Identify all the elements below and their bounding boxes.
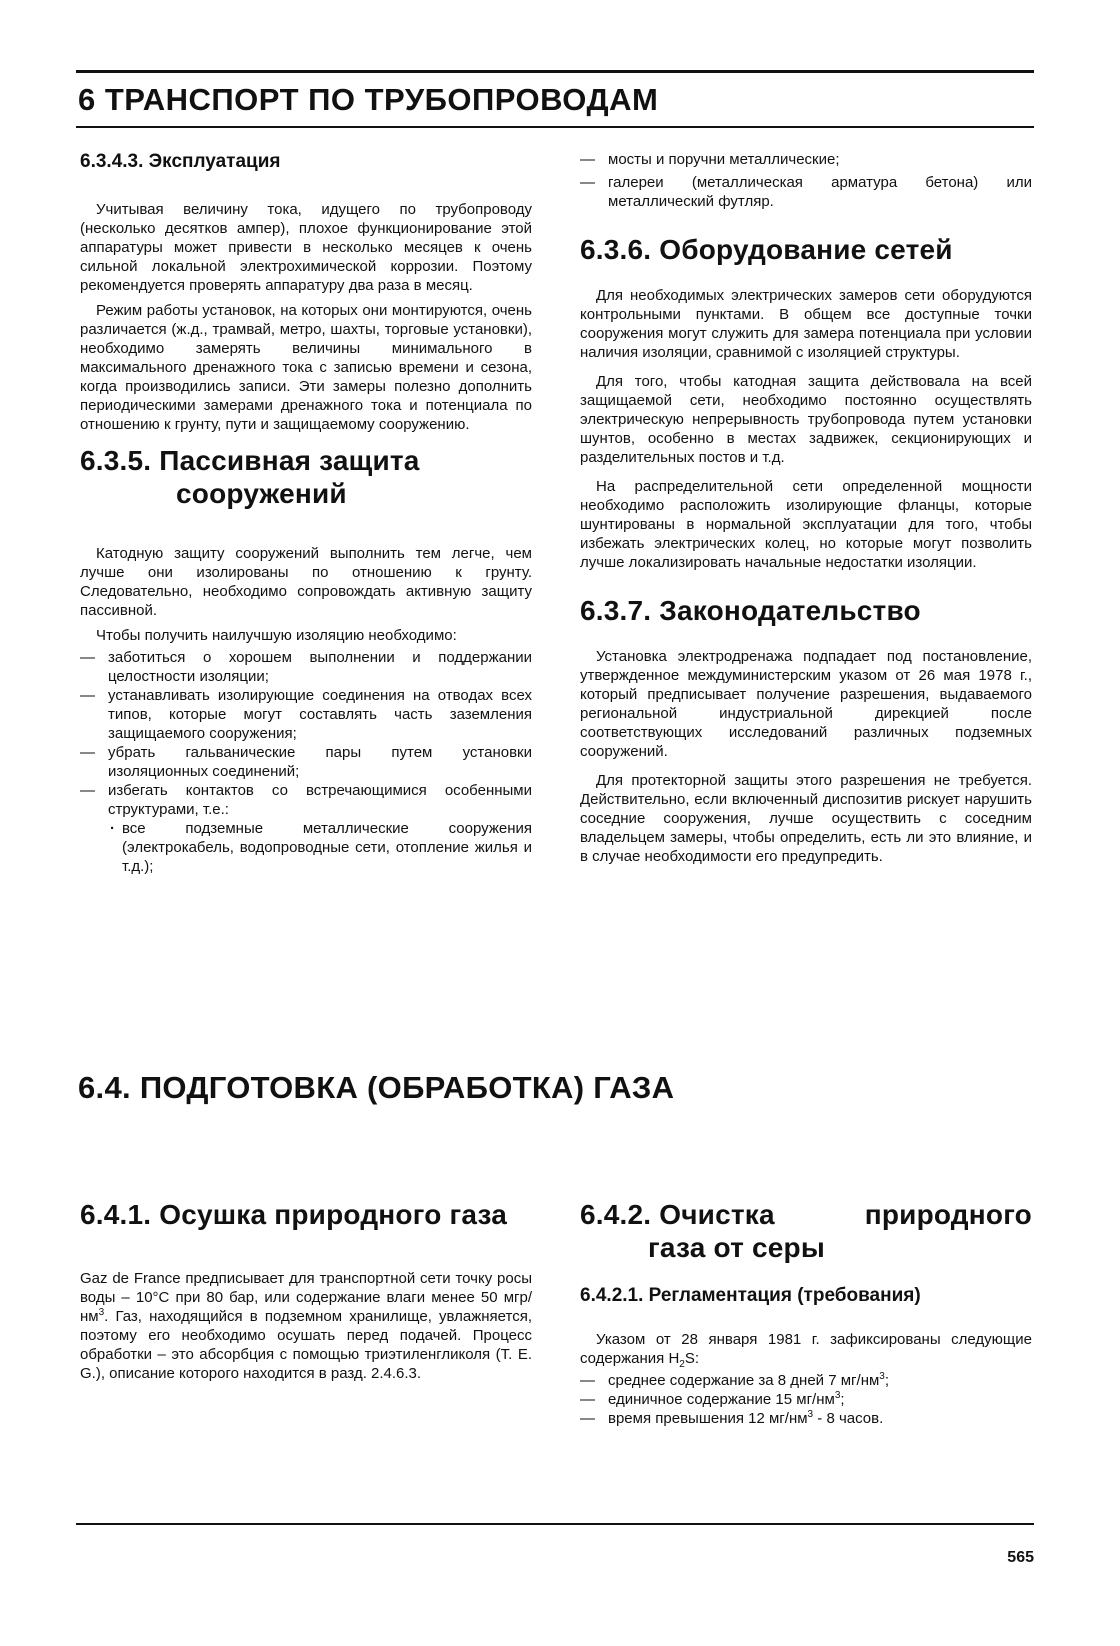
- list-item: [580, 1371, 1032, 1390]
- left-column-bottom: [80, 1198, 532, 1383]
- heading-6-3-7: 6.3.7. Законодательство: [580, 595, 921, 626]
- paragraph-6-3-7-1: Установка электродренажа подпадает под постановление, утвержденное междуминистерским указом от 26 мая 1978 г., который предписывает получение разрешения, выдаваемого региональной индустриальной дирекцией после соответствующих исследований различных подземных сооружений.: [580, 648, 1032, 760]
- heading-6-3-6: 6.3.6. Оборудование сетей: [580, 234, 953, 265]
- paragraph-6-3-6-1: Для необходимых электрических замеров сети оборудуются контрольными пунктами. В общем все доступные точки сооружения могут служить для замера потенциала при условии наличия изоляции, сравнимой с изоляцией структуры.: [580, 287, 1032, 361]
- superscript: 3: [807, 1409, 814, 1420]
- heading-6-4-2-line2: газа от серы: [648, 1232, 825, 1263]
- text-run: . Газ, находящийся в подземном хранилище, увлажняется, поэтому его необходимо осушать перед подачей. Процесс обработки – это абсорбция с помощью триэтиленгликоля (Т. Е. G.), описание которого находится в разд. 2.4.6.3.: [80, 1308, 532, 1382]
- paragraph-6-3-6-3: На распределительной сети определенной мощности необходимо расположить изолирующие фланцы, которые шунтированы в нормальной эксплуатации для того, чтобы избежать электрических колец, но которые могут позволить лучше локализировать начальные недостатки изоляции.: [580, 478, 1032, 571]
- paragraph-6-3-5-2: Чтобы получить наилучшую изоляцию необходимо:: [96, 627, 457, 644]
- chapter-title: 6 ТРАНСПОРТ ПО ТРУБОПРОВОДАМ: [78, 82, 659, 117]
- text-run: ;: [884, 1372, 890, 1389]
- text-run: ;: [840, 1391, 845, 1408]
- list-continued: [580, 150, 1032, 211]
- heading-6-4-2-number: 6.4.2.: [580, 1199, 652, 1230]
- left-column-top: [80, 150, 532, 876]
- heading-6-4-2-word2: природного: [864, 1199, 1032, 1230]
- paragraph-6-3-6-2: Для того, чтобы катодная защита действовала на всей защищаемой сети, необходимо постоянно осуществлять электрическую непрерывность трубопровода путем установки шунтов, особенно в местах задвижек, секционирующих и разделительных постов и т.д.: [580, 373, 1032, 466]
- sub-list-item: · все подземные металлические сооружения (электрокабель, водопроводные сети, отопление жилья и т.д.);: [80, 819, 532, 876]
- list-item: [580, 1390, 1032, 1409]
- subscript: 2: [679, 1359, 685, 1370]
- paragraph-6-3-4-3-2: Режим работы установок, на которых они монтируются, очень различается (ж.д., трамвай, метро, шахты, торговые установки), необходимо замерять величины минимального в максимального дренажного тока с записью времени и сезона, когда производились записи. Эти замеры полезно дополнить периодическими замерами дренажного тока и потенциала по отношению к грунту, пути и защищаемому сооружению.: [80, 302, 532, 433]
- superscript: 3: [834, 1390, 841, 1401]
- text-run: Указом от 28 января 1981 г. зафиксированы следующие содержания H: [580, 1331, 1032, 1367]
- heading-6-4-1: 6.4.1. Осушка природного газа: [80, 1199, 507, 1230]
- heading-6-4-2-word1: Очистка: [659, 1199, 775, 1230]
- paragraph-6-4-2-1: [580, 1330, 1032, 1368]
- heading-6-4-2-number-word: [580, 1198, 775, 1231]
- paragraph-6-3-7-2: Для протекторной защиты этого разрешения не требуется. Действительно, если включенный диспозитив рискует нарушить соседние сооружения, лучше осуществить с соседним владельцем замеры, чтобы определить, есть ли это влияние, и в случае необходимости его предупредить.: [580, 772, 1032, 865]
- heading-6-3-5-line1: Пассивная защита: [159, 445, 420, 476]
- text-run: S:: [684, 1350, 700, 1367]
- text-run: среднее содержание за 8 дней 7 мг/нм: [608, 1372, 880, 1389]
- heading-6-4-2-1: 6.4.2.1. Регламентация (требования): [580, 1285, 921, 1306]
- list-6-4-2-1: [580, 1371, 1032, 1428]
- text-run: - 8 часов.: [813, 1410, 884, 1427]
- right-column-top: [580, 150, 1032, 866]
- right-column-bottom: [580, 1198, 1032, 1428]
- heading-6-3-4-3: 6.3.4.3. Эксплуатация: [80, 151, 281, 172]
- header-top-rule: [76, 70, 1034, 73]
- paragraph-6-3-4-3-1: Учитывая величину тока, идущего по трубопроводу (несколько десятков ампер), плохое функционирование этой аппаратуры может привести в несколько месяцев к очень сильной локальной электрохимической коррозии. Поэтому рекомендуется проверять аппаратуру два раза в месяц.: [80, 201, 532, 294]
- paragraph-6-3-5-1: Катодную защиту сооружений выполнить тем легче, чем лучше они изолированы по отношению к грунту. Следовательно, необходимо сопровождать активную защиту пассивной.: [80, 545, 532, 619]
- list-item: — убрать гальванические пары путем установки изоляционных соединений;: [80, 743, 532, 781]
- header-bottom-rule: [76, 126, 1034, 128]
- list-item: [580, 1409, 1032, 1428]
- text-run: Gaz de France предписывает для транспортной сети точку росы воды – 10°С при 80 бар, или содержание влаги менее 50 мгр/нм: [80, 1270, 532, 1325]
- list-item: — избегать контактов со встречающимися особенными структурами, т.е.:: [80, 781, 532, 819]
- superscript: 3: [879, 1371, 885, 1382]
- footer-rule: [76, 1523, 1034, 1525]
- heading-6-4-2: [580, 1198, 1032, 1264]
- heading-6-4: 6.4. ПОДГОТОВКА (ОБРАБОТКА) ГАЗА: [78, 1070, 675, 1105]
- heading-6-3-5: [80, 444, 532, 510]
- text-run: время превышения 12 мг/нм: [608, 1410, 808, 1427]
- list-item: — галереи (металлическая арматура бетона) или металлический футляр.: [580, 173, 1032, 211]
- heading-6-3-5-number: 6.3.5.: [80, 445, 152, 476]
- heading-6-3-5-line2: сооружений: [176, 478, 347, 509]
- list-item: — мосты и поручни металлические;: [580, 150, 1032, 169]
- text-run: единичное содержание 15 мг/нм: [608, 1391, 835, 1408]
- superscript: 3: [98, 1307, 105, 1318]
- list-6-3-5: [80, 648, 532, 876]
- paragraph-6-4-1-1: [80, 1269, 532, 1383]
- list-item: — устанавливать изолирующие соединения на отводах всех типов, которые могут составлять часть заземления защищаемого сооружения;: [80, 686, 532, 743]
- page-number: 565: [1007, 1549, 1034, 1566]
- list-item: — заботиться о хорошем выполнении и поддержании целостности изоляции;: [80, 648, 532, 686]
